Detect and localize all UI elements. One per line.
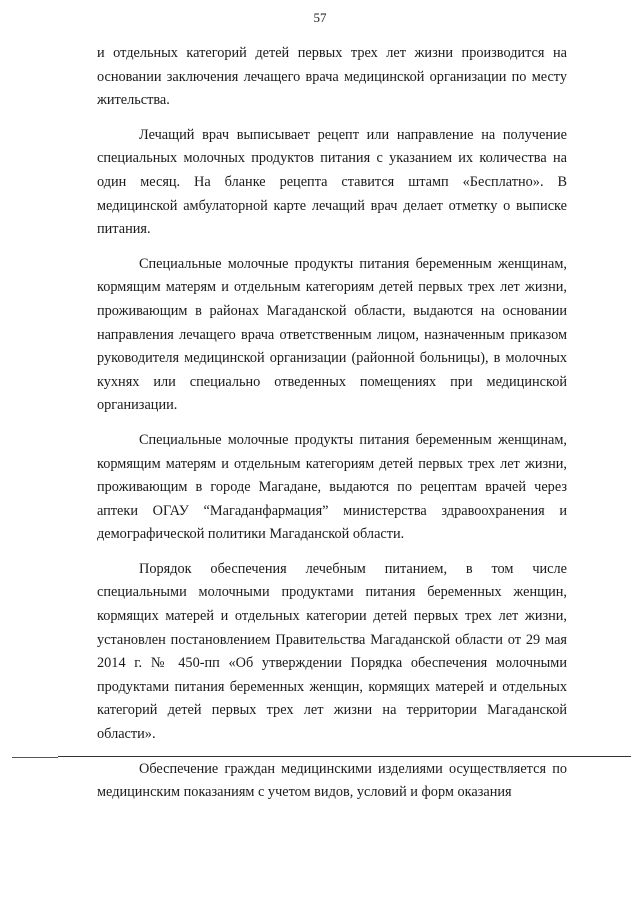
page-number: 57 bbox=[313, 10, 327, 25]
paragraph-procedure: Порядок обеспечения лечебным питанием, в том числе специальными молочными продуктами питания беременных женщин, кормящих матерей и отдельных категории детей первых трех лет жизни, установлен постановлением Правительства Магаданской области от 29 мая 2014 г. № 450-пп «Об утверждении Порядка обеспечения молочными продуктами питания беременных женщин, кормящих матерей и отдельных категорий детей первых трех лет жизни на территории Магаданской области». bbox=[97, 560, 567, 743]
paragraph-prescription: Лечащий врач выписывает рецепт или направление на получение специальных молочных продуктов питания с указанием их количества на один месяц. На бланке рецепта ставится штамп «Бесплатно». В медицинской амбулаторной карте лечащий врач делает отметку о выписке питания. bbox=[97, 126, 567, 238]
document-body bbox=[97, 42, 567, 805]
paragraph-medical-devices: Обеспечение граждан медицинскими изделиями осуществляется по медицинским показаниям с учетом видов, условий и форм оказания bbox=[97, 760, 567, 801]
paragraph-magadan-distribution: Специальные молочные продукты питания беременным женщинам, кормящим матерям и отдельным категориям детей первых трех лет жизни, проживающим в городе Магадане, выдаются по рецептам врачей через аптеки ОГАУ “Магаданфармация” министерства здравоохранения и демографической политики Магаданской области. bbox=[97, 431, 567, 543]
paragraph-continuation: и отдельных категорий детей первых трех лет жизни производится на основании заключения лечащего врача медицинской организации по месту жительства. bbox=[97, 45, 567, 109]
divider-line-short bbox=[12, 757, 58, 758]
paragraph-regions-distribution: Специальные молочные продукты питания беременным женщинам, кормящим матерям и отдельным категориям детей первых трех лет жизни, проживающим в районах Магаданской области, выдаются на основании направления лечащего врача ответственным лицом, назначенным приказом руководителя медицинской организации (районной больницы), в молочных кухнях или специально отведенных помещениях при медицинской организации. bbox=[97, 255, 567, 414]
divider-line bbox=[58, 756, 631, 757]
